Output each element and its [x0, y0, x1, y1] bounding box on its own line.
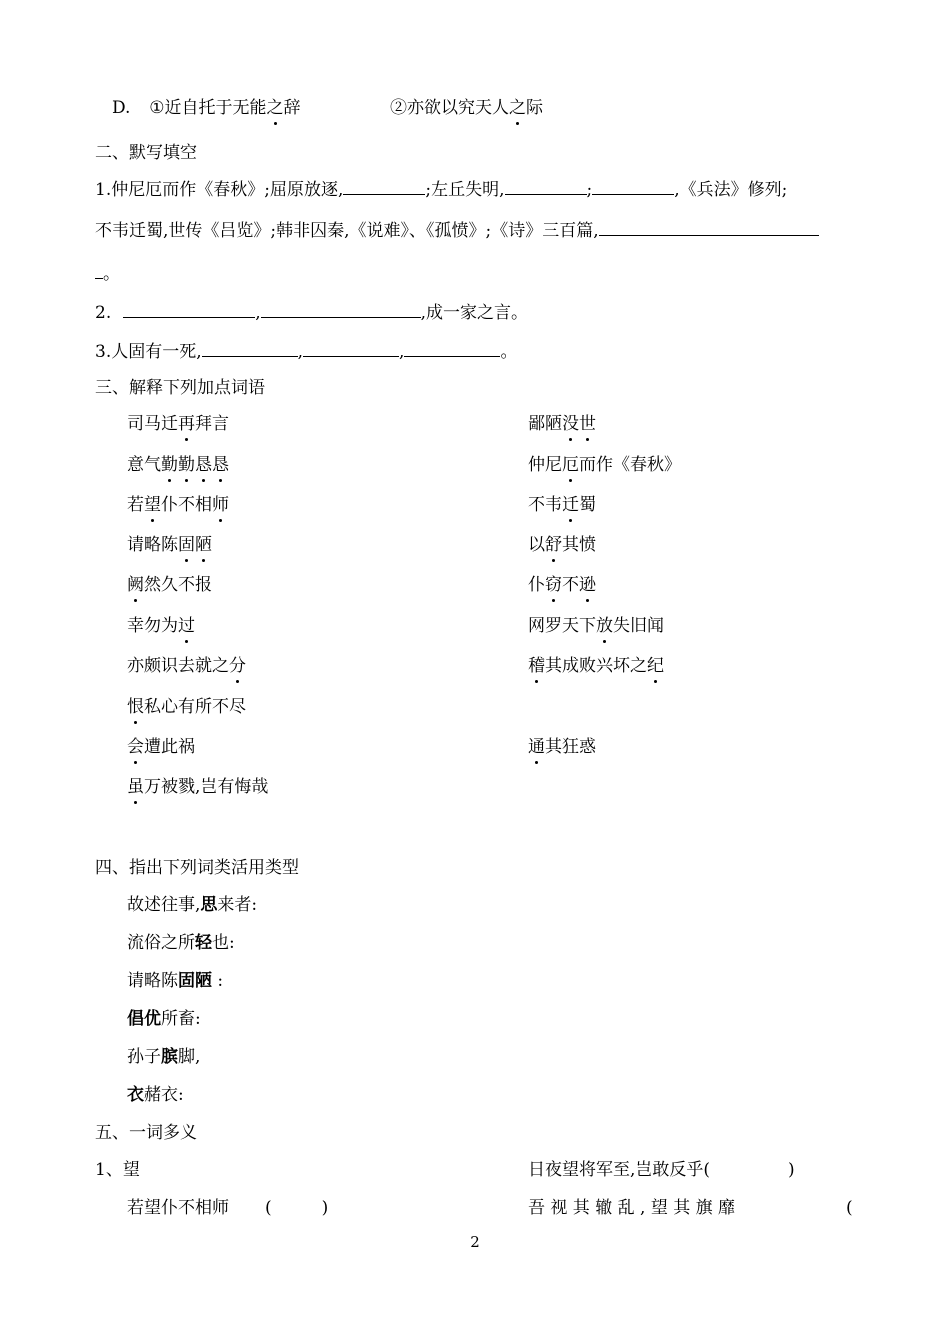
explain-item: 稽 其成败兴坏之纪 — [528, 655, 664, 677]
usage-item: 孙子膑脚, — [127, 1047, 201, 1067]
section-2-heading: 二、默写填空 — [95, 143, 197, 163]
explain-item: 恨 私心有所不尽 — [127, 696, 246, 718]
option-d-line — [112, 97, 301, 119]
section-5-heading: 五、一词多义 — [95, 1123, 197, 1143]
fill-blank[interactable] — [592, 179, 674, 195]
option-d-text-b: ②亦欲以究天人之 际 — [390, 97, 543, 119]
usage-item: 请略陈固陋 : — [127, 971, 224, 991]
explain-item: 幸勿为过 — [127, 615, 195, 637]
fill-q1-line3: 。 — [95, 263, 120, 285]
explain-item: 司马迁再 拜言 — [127, 413, 229, 435]
page-number: 2 — [470, 1233, 480, 1251]
usage-item: 倡优所畜: — [127, 1009, 201, 1029]
explain-item: 阙 然久不报 — [127, 574, 212, 596]
option-d-text-a: ①近自托于无能之 辞 — [149, 98, 300, 118]
section-3-heading: 三、解释下列加点词语 — [95, 378, 265, 398]
explain-item: 仆窃 不逊 — [528, 574, 596, 596]
fill-blank[interactable] — [404, 341, 500, 357]
polysemy-sentence: 日夜望将军至,岂敢反乎( ) — [528, 1160, 795, 1180]
fill-blank[interactable] — [303, 341, 399, 357]
fill-q1-line1: 1.仲尼厄而作《春秋》;屈原放逐, ;左丘失明, ; ,《兵法》修列; — [95, 180, 788, 200]
fill-blank[interactable] — [123, 302, 255, 318]
polysemy-q1: 1、望 — [95, 1160, 140, 1180]
explain-item: 通 其狂惑 — [528, 736, 596, 758]
usage-item: 衣赭衣: — [127, 1085, 184, 1105]
fill-q1-line2: 不韦迁蜀,世传《吕览》;韩非囚秦,《说难》、《孤愤》;《诗》三百篇, — [95, 220, 819, 242]
explain-item: 请略陈固陋 — [127, 534, 212, 556]
fill-q3: 3.人固有一死, , , 。 — [95, 342, 518, 362]
fill-blank[interactable] — [95, 263, 103, 279]
section-4-heading: 四、指出下列词类活用类型 — [95, 858, 299, 878]
explain-item: 若望 仆不相师 — [127, 494, 229, 516]
fill-blank[interactable] — [343, 179, 425, 195]
fill-blank[interactable] — [261, 302, 421, 318]
explain-item: 以舒 其愤 — [528, 534, 596, 556]
explain-item: 不韦迁 蜀 — [528, 494, 596, 516]
explain-item: 虽 万被戮,岂有悔哉 — [127, 776, 268, 798]
explain-item: 仲尼厄 而作《春秋》 — [528, 454, 681, 476]
fill-blank[interactable] — [505, 179, 587, 195]
polysemy-paren: ( — [846, 1198, 853, 1218]
fill-blank[interactable] — [599, 220, 819, 236]
polysemy-sentence: 若望仆不相师 ( ) — [127, 1198, 329, 1218]
explain-item: 会 遭此祸 — [127, 736, 195, 758]
explain-item: 意气勤勤恳恳 — [127, 454, 229, 476]
usage-item: 故述往事,思来者: — [127, 895, 258, 915]
fill-q2: 2. , ,成一家之言。 — [95, 303, 529, 323]
polysemy-sentence: 吾 视 其 辙 乱 , 望 其 旗 靡 — [528, 1198, 736, 1218]
explain-item: 鄙陋没世 — [528, 413, 596, 435]
explain-item: 网罗天下放 失旧闻 — [528, 615, 664, 637]
usage-item: 流俗之所轻也: — [127, 933, 235, 953]
fill-blank[interactable] — [202, 341, 298, 357]
option-d-label: D. — [112, 98, 131, 118]
explain-item: 亦颇识去就之分 — [127, 655, 246, 677]
